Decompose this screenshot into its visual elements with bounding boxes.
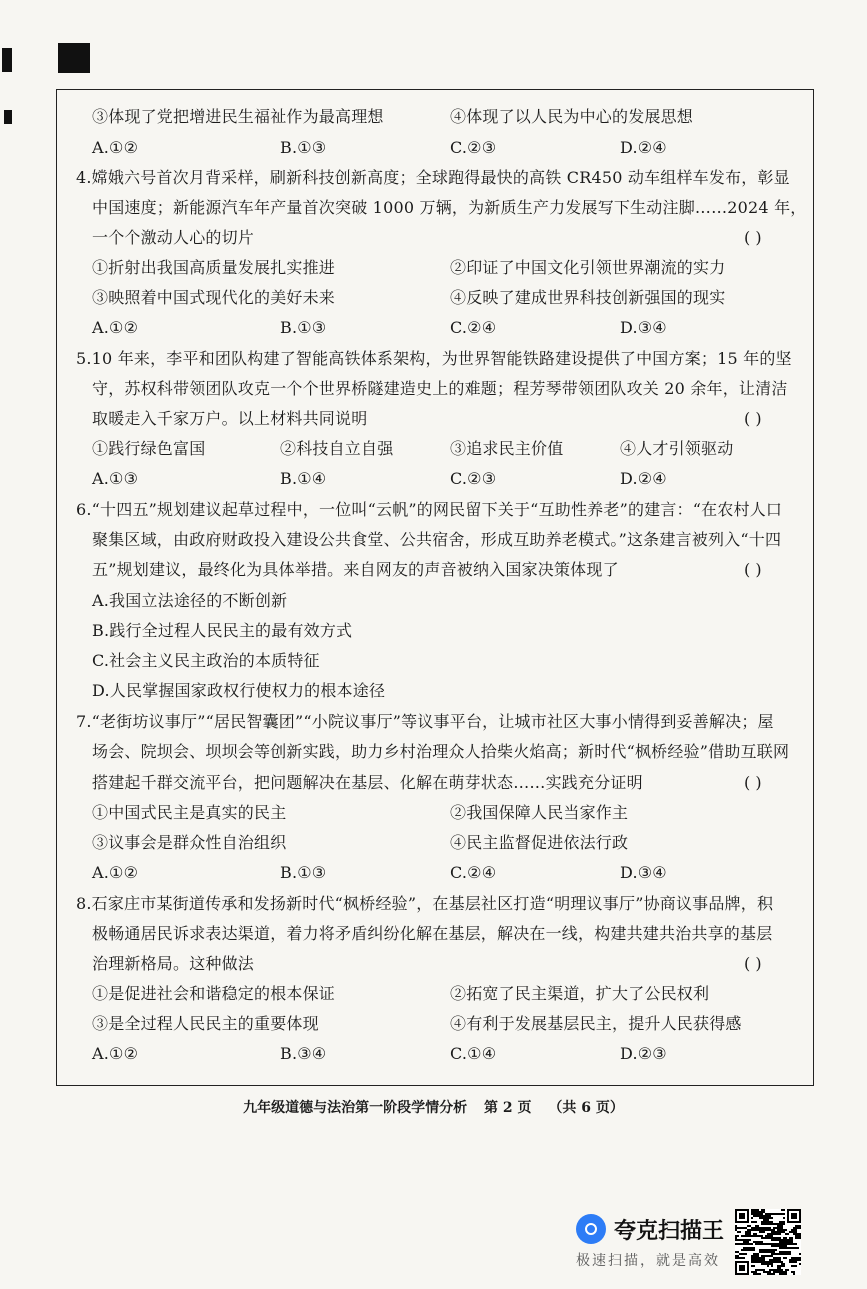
brand-tagline: 极速扫描，就是高效 [576, 1253, 720, 1269]
text-line: 取暖走入千家万户。以上材料共同说明 [92, 409, 368, 428]
text-line: 8.石家庄市某街道传承和发扬新时代“枫桥经验”，在基层社区打造“明理议事厅”协商议事品牌，积 [76, 894, 774, 913]
text-line: 6.“十四五”规划建议起草过程中，一位叫“云帆”的网民留下关于“互助性养老”的建言：“在农村人口 [76, 500, 783, 519]
text-line: C.①④ [450, 1044, 497, 1063]
answer-bracket: ( ) [744, 560, 762, 579]
text-line: ③议事会是群众性自治组织 [92, 833, 287, 852]
text-line: 一个个激动人心的切片 [92, 228, 255, 247]
text-line: ③映照着中国式现代化的美好未来 [92, 288, 336, 307]
text-line: D.②④ [620, 138, 667, 157]
answer-bracket: ( ) [744, 409, 762, 428]
text-line: 5.10 年来，李平和团队构建了智能高铁体系架构，为世界智能铁路建设提供了中国方案；15 年的坚 [76, 349, 792, 368]
text-line: 7.“老街坊议事厅”“居民智囊团”“小院议事厅”等议事平台，让城市社区大事小情得到妥善解决；屋 [76, 712, 774, 731]
text-line: 场会、院坝会、坝坝会等创新实践，助力乡村治理众人拾柴火焰高；新时代“枫桥经验”借助互联网 [92, 742, 790, 761]
text-line: 守，苏权科带领团队攻克一个个世界桥隧建造史上的难题；程芳琴带领团队攻关 20 余年，让清洁 [92, 379, 788, 398]
text-line: ③是全过程人民民主的重要体现 [92, 1014, 319, 1033]
quark-logo-icon [576, 1214, 606, 1244]
answer-bracket: ( ) [744, 773, 762, 792]
text-line: D.②③ [620, 1044, 667, 1063]
text-line: ④反映了建成世界科技创新强国的现实 [450, 288, 726, 307]
text-line: B.①③ [280, 863, 327, 882]
scan-corner-mark [58, 43, 90, 73]
text-line: 五”规划建议，最终化为具体举措。来自网友的声音被纳入国家决策体现了 [92, 560, 619, 579]
text-line: C.社会主义民主政治的本质特征 [92, 651, 320, 670]
text-line: A.①② [92, 138, 139, 157]
text-line: C.②④ [450, 863, 497, 882]
text-line: ①践行绿色富国 [92, 439, 206, 458]
text-line: B.①④ [280, 469, 327, 488]
text-line: ④民主监督促进依法行政 [450, 833, 629, 852]
brand-name: 夸克扫描王 [614, 1219, 725, 1244]
footer-page: 第 2 页 [484, 1100, 532, 1116]
text-line: D.③④ [620, 863, 667, 882]
answer-bracket: ( ) [744, 954, 762, 973]
text-line: A.①② [92, 863, 139, 882]
text-line: 搭建起千群交流平台，把问题解决在基层、化解在萌芽状态……实践充分证明 [92, 773, 643, 792]
text-line: A.①③ [92, 469, 139, 488]
text-line: ①折射出我国高质量发展扎实推进 [92, 258, 336, 277]
scanner-watermark [576, 1210, 736, 1270]
scan-edge-mark-small [4, 110, 12, 124]
text-line: ②科技自立自强 [280, 439, 394, 458]
text-line: ①是促进社会和谐稳定的根本保证 [92, 984, 336, 1003]
text-line: B.①③ [280, 138, 327, 157]
text-line: C.②③ [450, 469, 497, 488]
text-line: 极畅通居民诉求表达渠道，着力将矛盾纠纷化解在基层，解决在一线，构建共建共治共享的基层 [92, 924, 773, 943]
text-line: B.③④ [280, 1044, 327, 1063]
text-line: 聚集区域，由政府财政投入建设公共食堂、公共宿舍，形成互助养老模式。”这条建言被列入“十四 [92, 530, 782, 549]
text-line: 中国速度；新能源汽车年产量首次突破 1000 万辆，为新质生产力发展写下生动注脚……2024 年， [92, 198, 807, 217]
text-line: ④有利于发展基层民主，提升人民获得感 [450, 1014, 742, 1033]
text-line: B.①③ [280, 318, 327, 337]
text-line: C.②③ [450, 138, 497, 157]
footer-title: 九年级道德与法治第一阶段学情分析 [243, 1100, 468, 1116]
text-line: D.②④ [620, 469, 667, 488]
text-line: D.人民掌握国家政权行使权力的根本途径 [92, 681, 386, 700]
text-line: ④人才引领驱动 [620, 439, 734, 458]
qr-code [735, 1209, 801, 1275]
text-line: A.①② [92, 1044, 139, 1063]
text-line: A.我国立法途径的不断创新 [92, 591, 288, 610]
text-line: 4.嫦娥六号首次月背采样，刷新科技创新高度；全球跑得最快的高铁 CR450 动车组样车发布，彰显 [76, 168, 790, 187]
text-line: A.①② [92, 318, 139, 337]
text-line: ②拓宽了民主渠道，扩大了公民权利 [450, 984, 710, 1003]
text-line: C.②④ [450, 318, 497, 337]
text-line: ②印证了中国文化引领世界潮流的实力 [450, 258, 726, 277]
text-line: 治理新格局。这种做法 [92, 954, 255, 973]
text-line: ①中国式民主是真实的民主 [92, 803, 287, 822]
page-footer [0, 1097, 867, 1117]
text-line: ③追求民主价值 [450, 439, 564, 458]
text-line: D.③④ [620, 318, 667, 337]
text-line: ②我国保障人民当家作主 [450, 803, 629, 822]
text-line: ④体现了以人民为中心的发展思想 [450, 107, 694, 126]
scan-edge-mark [2, 48, 12, 72]
answer-bracket: ( ) [744, 228, 762, 247]
footer-total: （共 6 页） [548, 1100, 624, 1116]
text-line: B.践行全过程人民民主的最有效方式 [92, 621, 353, 640]
text-line: ③体现了党把增进民生福祉作为最高理想 [92, 107, 384, 126]
